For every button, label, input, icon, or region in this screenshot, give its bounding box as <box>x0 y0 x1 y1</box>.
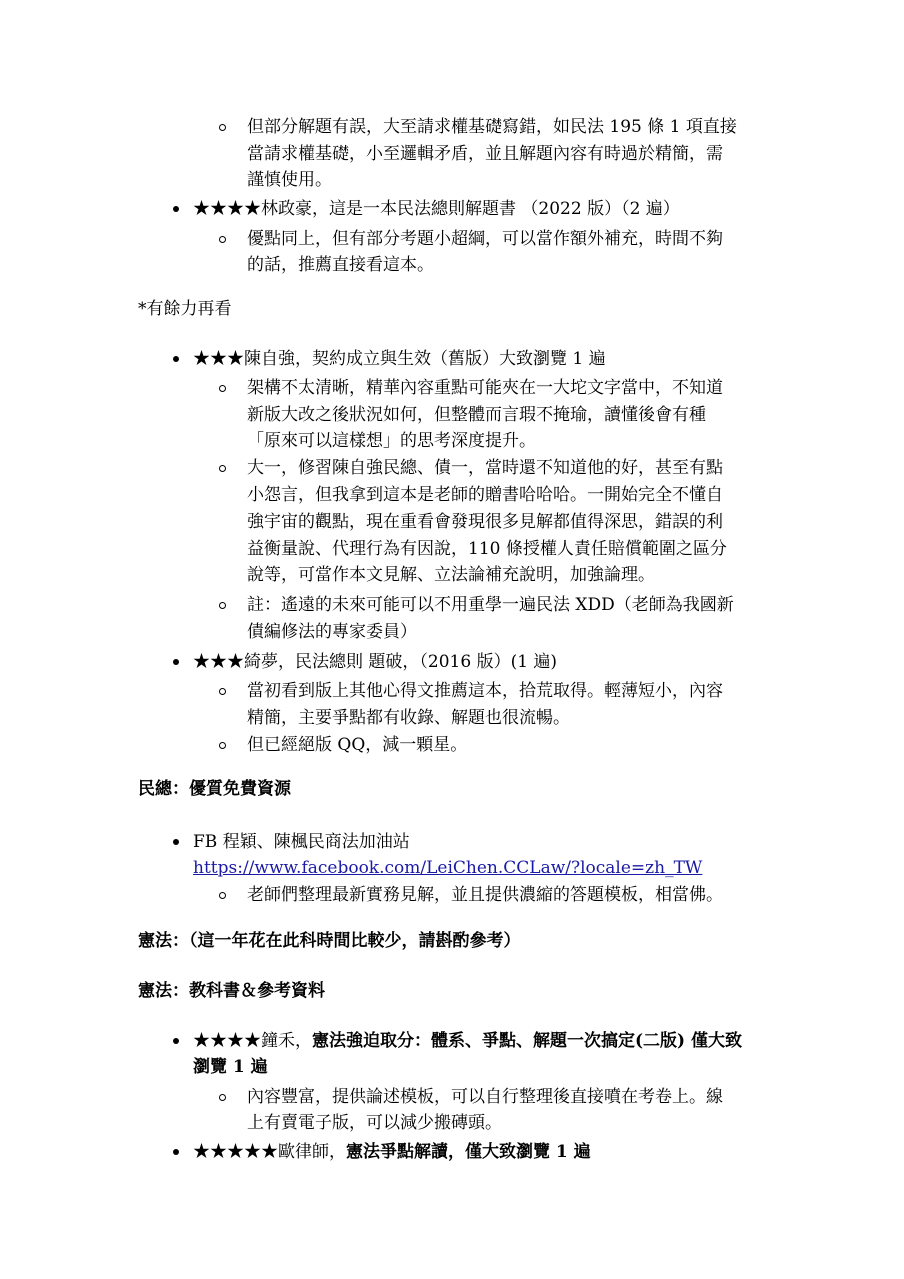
sub-bullet <box>219 465 226 472</box>
bullet <box>173 356 179 362</box>
note-line: 架構不太清晰，精華內容重點可能夾在一大坨文字當中，不知道 <box>247 378 723 398</box>
note-line: 但部分解題有誤，大至請求權基礎寫錯，如民法 195 條 1 項直接 <box>247 117 737 137</box>
sub-bullet <box>219 236 226 243</box>
resource-link-line <box>193 856 702 880</box>
book-title-bold: 憲法強迫取分：體系、爭點、解題一次搞定(二版) 僅大致 <box>312 1031 743 1051</box>
sub-bullet <box>219 1094 226 1101</box>
sub-bullet <box>219 688 226 695</box>
sub-bullet <box>219 742 226 749</box>
note-line: 債編修法的專家委員） <box>247 622 417 642</box>
note-line: 小怨言，但我拿到這本是老師的贈書哈哈哈。一開始完全不懂自 <box>247 485 723 505</box>
sub-bullet <box>219 385 226 392</box>
note-line: 但已經絕版 QQ，減一顆星。 <box>247 735 468 755</box>
resource-title: FB 程穎、陳楓民商法加油站 <box>193 832 410 852</box>
bullet <box>173 1149 179 1155</box>
note-line: 當初看到版上其他心得文推薦這本，拾荒取得。輕薄短小，內容 <box>247 681 723 701</box>
note-line: 的話，推薦直接看這本。 <box>247 255 434 275</box>
note-line: 「原來可以這樣想」的思考深度提升。 <box>247 431 536 451</box>
book-stars-author: ★★★★★歐律師， <box>193 1142 346 1162</box>
section-heading: *有餘力再看 <box>138 299 232 319</box>
section-heading: 憲法：教科書＆參考資料 <box>138 981 325 1001</box>
section-heading: 民總：優質免費資源 <box>138 779 291 799</box>
book-title-bold: 憲法爭點解讀，僅大致瀏覽 1 遍 <box>346 1142 591 1162</box>
book-title: ★★★綺夢，民法總則 題破，（2016 版）(1 遍) <box>193 652 558 672</box>
section-heading: 憲法：（這一年花在此科時間比較少，請斟酌參考） <box>138 931 521 951</box>
bullet <box>173 1038 179 1044</box>
sub-bullet <box>219 602 226 609</box>
note-line: 益衡量說、代理行為有因說，110 條授權人責任賠償範圍之區分 <box>247 539 727 559</box>
note-line: 大一，修習陳自強民總、債一，當時還不知道他的好，甚至有點 <box>247 458 723 478</box>
book-title <box>193 1029 742 1053</box>
note-line: 老師們整理最新實務見解，並且提供濃縮的答題模板，相當佛。 <box>247 885 723 905</box>
book-title <box>193 1140 591 1164</box>
book-stars-author: ★★★★鐘禾， <box>193 1031 312 1051</box>
bullet <box>173 839 179 845</box>
bullet <box>173 659 179 665</box>
note-line: 上有賣電子版，可以減少搬磚頭。 <box>247 1113 502 1133</box>
note-line: 註：遙遠的未來可能可以不用重學一遍民法 XDD（老師為我國新 <box>247 595 734 615</box>
book-title: ★★★陳自強，契約成立與生效（舊版）大致瀏覽 1 遍 <box>193 349 606 369</box>
sub-bullet <box>219 892 226 899</box>
note-line: 說等，可當作本文見解、立法論補充說明，加強論理。 <box>247 565 655 585</box>
facebook-link[interactable]: https://www.facebook.com/LeiChen.CCLaw/?locale=zh_TW <box>193 858 703 878</box>
note-line: 謹慎使用。 <box>247 170 332 190</box>
book-title: ★★★★林政豪，這是一本民法總則解題書 （2022 版）（2 遍） <box>193 199 680 219</box>
note-line: 強宇宙的觀點，現在重看會發現很多見解都值得深思，錯誤的利 <box>247 512 723 532</box>
note-line: 新版大改之後狀況如何，但整體而言瑕不掩瑜，讀懂後會有種 <box>247 405 706 425</box>
bullet <box>173 206 179 212</box>
note-line: 內容豐富，提供論述模板，可以自行整理後直接噴在考卷上。線 <box>247 1087 723 1107</box>
note-line: 精簡，主要爭點都有收錄、解題也很流暢。 <box>247 708 570 728</box>
sub-bullet <box>219 124 226 131</box>
book-title-bold: 瀏覽 1 遍 <box>193 1057 268 1077</box>
note-line: 優點同上，但有部分考題小超綱，可以當作額外補充，時間不夠 <box>247 229 723 249</box>
note-line: 當請求權基礎，小至邏輯矛盾，並且解題內容有時過於精簡，需 <box>247 144 723 164</box>
